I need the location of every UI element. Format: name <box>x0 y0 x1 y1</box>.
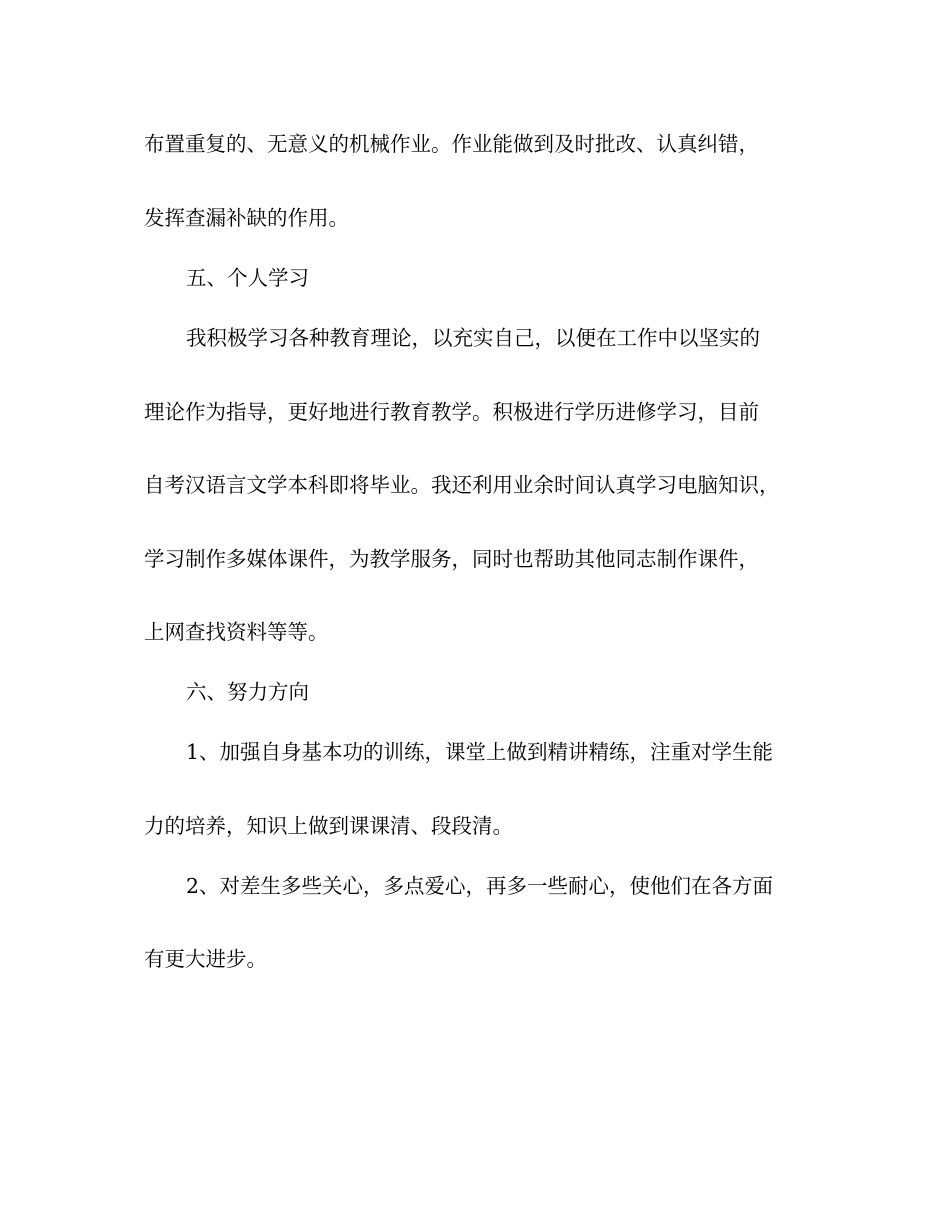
text-line: 力的培养，知识上做到课课清、段段清。 <box>144 814 513 838</box>
section-heading: 五、个人学习 <box>186 266 309 290</box>
text-line: 学习制作多媒体课件，为教学服务，同时也帮助其他同志制作课件， <box>144 547 759 571</box>
text-line: 发挥查漏补缺的作用。 <box>144 206 349 230</box>
text-line: 我积极学习各种教育理论，以充实自己，以便在工作中以坚实的 <box>186 326 760 350</box>
text-line: 理论作为指导，更好地进行教育教学。积极进行学历进修学习，目前 <box>144 400 759 424</box>
text-line: 布置重复的、无意义的机械作业。作业能做到及时批改、认真纠错， <box>144 132 759 156</box>
text-line: 上网查找资料等等。 <box>144 620 329 644</box>
text-line: 有更大进步。 <box>144 947 267 971</box>
list-item-text: 2、对差生多些关心，多点爱心，再多一些耐心，使他们在各方面 <box>186 874 774 898</box>
section-heading: 六、努力方向 <box>186 680 309 704</box>
text-line: 自考汉语言文学本科即将毕业。我还利用业余时间认真学习电脑知识， <box>144 473 780 497</box>
list-item-text: 1、加强自身基本功的训练，课堂上做到精讲精练，注重对学生能 <box>186 740 774 764</box>
